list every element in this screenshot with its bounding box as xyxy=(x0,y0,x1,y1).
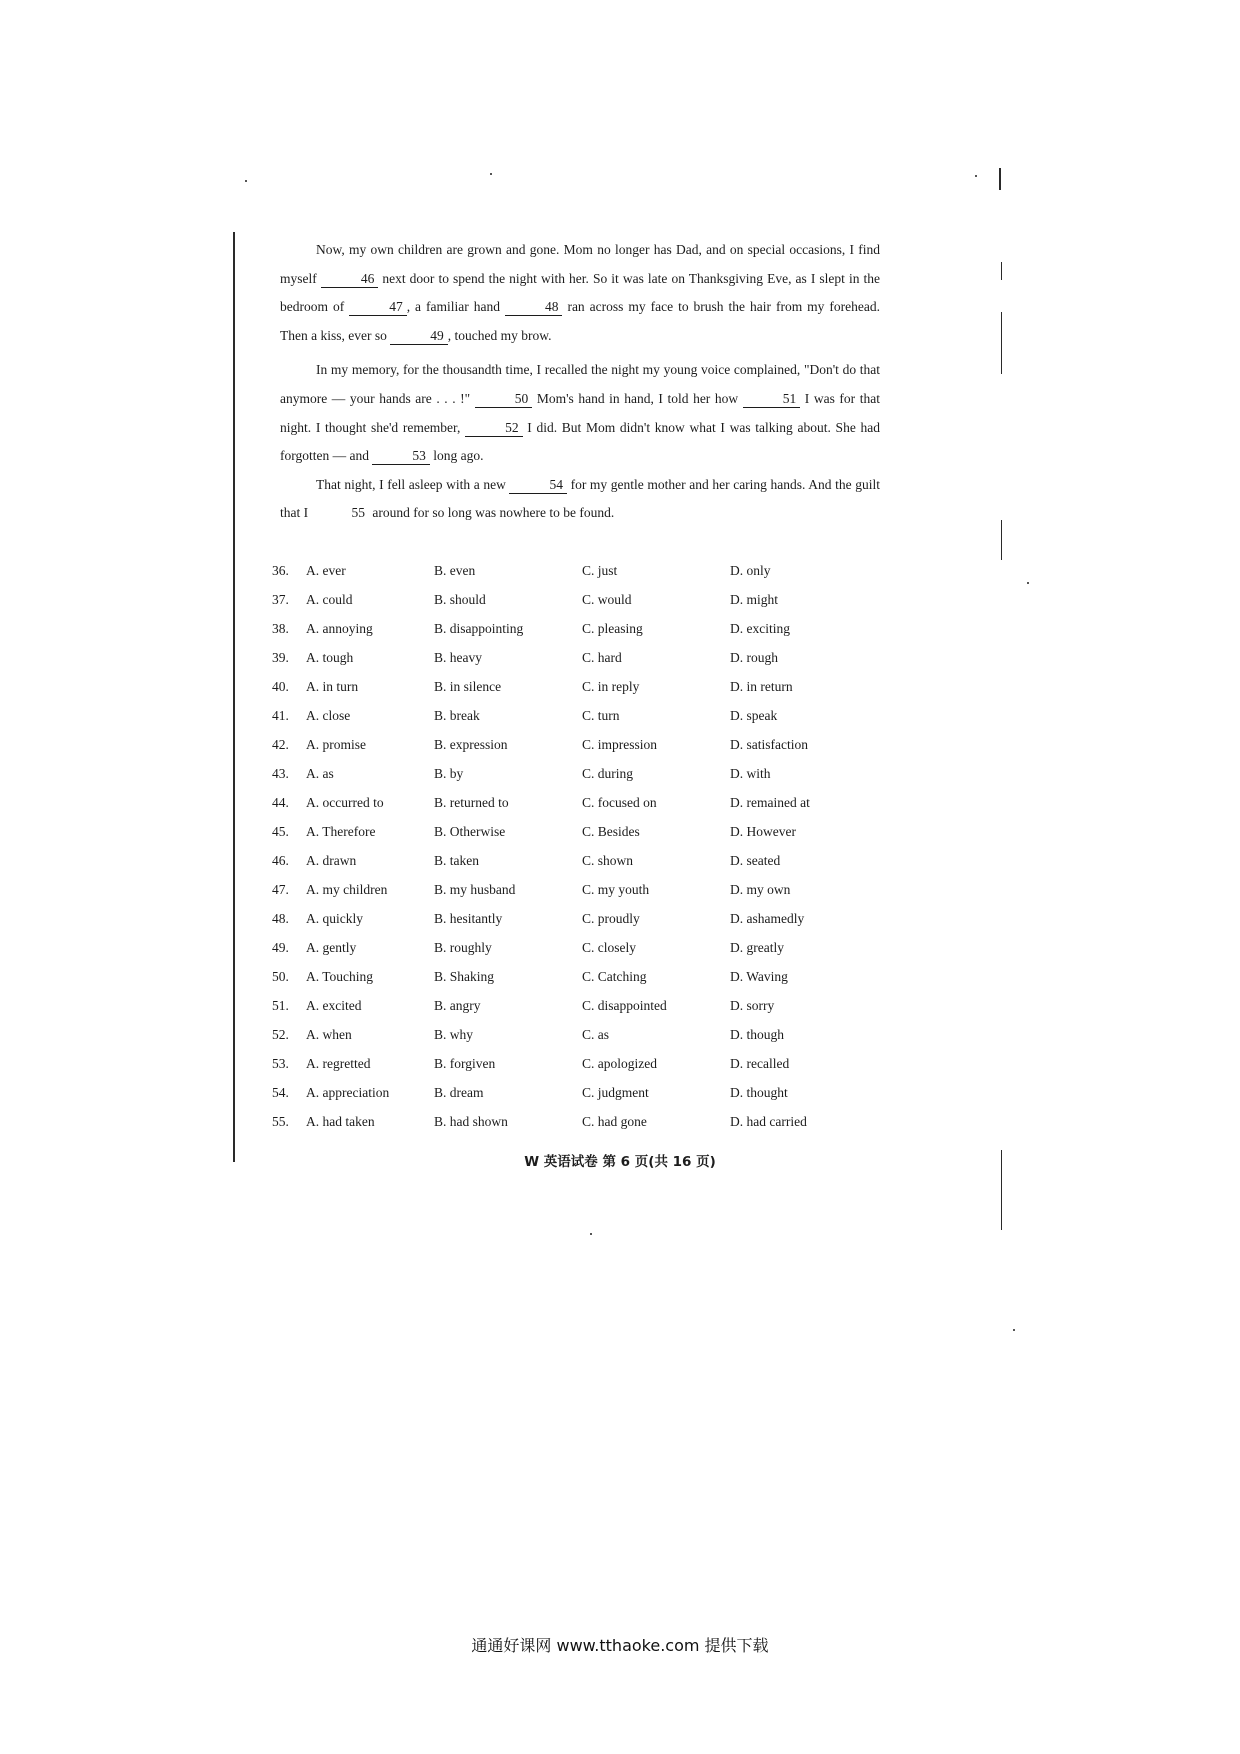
question-row xyxy=(272,730,892,759)
option-b: B. roughly xyxy=(434,939,492,955)
left-margin-line xyxy=(233,232,235,1162)
option-c: C. Besides xyxy=(582,823,640,839)
option-d: D. rough xyxy=(730,649,778,665)
option-b: B. break xyxy=(434,707,480,723)
option-c: C. had gone xyxy=(582,1113,647,1129)
page-footer: W 英语试卷 第 6 页(共 16 页) xyxy=(524,1154,716,1170)
scan-speck xyxy=(1013,1329,1015,1331)
question-number: 46. xyxy=(272,852,289,868)
question-row xyxy=(272,643,892,672)
option-a: A. appreciation xyxy=(306,1084,390,1100)
option-a: A. in turn xyxy=(306,678,359,694)
option-b: B. had shown xyxy=(434,1113,508,1129)
option-a: A. my children xyxy=(306,881,388,897)
option-b: B. expression xyxy=(434,736,508,752)
option-c: C. impression xyxy=(582,736,658,752)
option-d: D. seated xyxy=(730,852,781,868)
scan-speck xyxy=(245,180,247,182)
blank-49: 49 xyxy=(390,328,448,345)
passage-text: next door to spend the night with her. So it was late on Thanksgiving Eve, as I slept in the bedroom of xyxy=(280,270,880,315)
question-row xyxy=(272,1107,892,1136)
blank-52: 52 xyxy=(465,420,523,437)
passage-text: , a familiar hand xyxy=(406,299,505,315)
blank-54: 54 xyxy=(509,477,567,494)
option-c: C. proudly xyxy=(582,910,640,926)
blank-46: 46 xyxy=(321,271,379,288)
option-d: D. Waving xyxy=(730,968,788,984)
option-a: A. gently xyxy=(306,939,357,955)
passage-paragraph xyxy=(280,471,880,528)
option-b: B. should xyxy=(434,591,486,607)
question-number: 43. xyxy=(272,765,289,781)
right-edge-mark-2 xyxy=(1001,312,1002,374)
option-c: C. during xyxy=(582,765,634,781)
question-number: 47. xyxy=(272,881,289,897)
right-edge-mark-3 xyxy=(1001,520,1002,560)
question-row xyxy=(272,991,892,1020)
option-c: C. turn xyxy=(582,707,620,723)
passage-text: That night, I fell asleep with a new xyxy=(316,476,510,492)
option-d: D. speak xyxy=(730,707,778,723)
question-number: 55. xyxy=(272,1113,289,1129)
option-d: D. recalled xyxy=(730,1055,790,1071)
question-row xyxy=(272,1020,892,1049)
option-b: B. why xyxy=(434,1026,474,1042)
cloze-passage xyxy=(280,236,880,528)
option-c: C. hard xyxy=(582,649,622,665)
option-a: A. could xyxy=(306,591,353,607)
question-number: 49. xyxy=(272,939,289,955)
scan-speck xyxy=(590,1233,592,1235)
blank-47: 47 xyxy=(349,299,407,316)
option-a: A. Touching xyxy=(306,968,374,984)
question-number: 50. xyxy=(272,968,289,984)
question-number: 37. xyxy=(272,591,289,607)
question-number: 45. xyxy=(272,823,289,839)
question-row xyxy=(272,817,892,846)
option-b: B. even xyxy=(434,562,476,578)
option-d: D. greatly xyxy=(730,939,784,955)
option-b: B. angry xyxy=(434,997,481,1013)
right-edge-mark-top xyxy=(999,168,1001,190)
option-c: C. pleasing xyxy=(582,620,643,636)
option-c: C. shown xyxy=(582,852,634,868)
option-c: C. just xyxy=(582,562,618,578)
question-row xyxy=(272,875,892,904)
blank-48: 48 xyxy=(505,299,563,316)
question-number: 40. xyxy=(272,678,289,694)
question-number: 39. xyxy=(272,649,289,665)
passage-text: In my memory, for the thousandth time, I recalled the night my young voice complained, "Don't do that anymore — your hands are . . . !" xyxy=(280,362,880,406)
scan-speck xyxy=(1027,582,1029,584)
option-b: B. by xyxy=(434,765,464,781)
option-d: D. only xyxy=(730,562,771,578)
download-note: 通通好课网 www.tthaoke.com 提供下载 xyxy=(471,1636,769,1655)
option-a: A. occurred to xyxy=(306,794,384,810)
question-number: 51. xyxy=(272,997,289,1013)
question-row xyxy=(272,701,892,730)
option-d: D. thought xyxy=(730,1084,788,1100)
option-b: B. heavy xyxy=(434,649,482,665)
passage-paragraph xyxy=(280,236,880,350)
passage-text: I did. But Mom didn't know what I was talking about. She had forgotten — and xyxy=(280,419,880,464)
question-row xyxy=(272,933,892,962)
passage-text: Now, my own children are grown and gone. Mom no longer has Dad, and on special occasions, I find myself xyxy=(280,242,880,286)
option-b: B. Otherwise xyxy=(434,823,506,839)
question-number: 41. xyxy=(272,707,289,723)
option-b: B. disappointing xyxy=(434,620,524,636)
blank-50: 50 xyxy=(475,391,533,408)
option-a: A. Therefore xyxy=(306,823,376,839)
question-row xyxy=(272,1049,892,1078)
question-row xyxy=(272,556,892,585)
option-d: D. However xyxy=(730,823,796,839)
blank-55: 55 xyxy=(351,505,365,521)
passage-text: , touched my brow. xyxy=(447,327,552,343)
passage-text: ran across my face to brush the hair from my forehead. Then a kiss, ever so xyxy=(280,299,881,343)
option-a: A. promise xyxy=(306,736,366,752)
option-a: A. drawn xyxy=(306,852,357,868)
question-number: 36. xyxy=(272,562,289,578)
question-number: 42. xyxy=(272,736,289,752)
scan-speck xyxy=(975,175,977,177)
option-a: A. quickly xyxy=(306,910,363,926)
option-d: D. had carried xyxy=(730,1113,807,1129)
option-a: A. regretted xyxy=(306,1055,371,1071)
option-d: D. ashamedly xyxy=(730,910,805,926)
option-c: C. would xyxy=(582,591,632,607)
option-d: D. remained at xyxy=(730,794,810,810)
answer-options-list xyxy=(272,556,892,1136)
option-d: D. my own xyxy=(730,881,791,897)
option-c: C. my youth xyxy=(582,881,650,897)
passage-paragraph xyxy=(280,356,880,470)
question-row xyxy=(272,1078,892,1107)
option-d: D. might xyxy=(730,591,779,607)
question-row xyxy=(272,672,892,701)
question-row xyxy=(272,846,892,875)
question-row xyxy=(272,585,892,614)
passage-text: around for so long was nowhere to be found. xyxy=(369,505,615,521)
blank-51: 51 xyxy=(743,391,801,408)
question-number: 52. xyxy=(272,1026,289,1042)
option-a: A. excited xyxy=(306,997,362,1013)
option-b: B. my husband xyxy=(434,881,516,897)
passage-text: I was for that night. I thought she'd remember, xyxy=(280,390,880,435)
question-number: 44. xyxy=(272,794,289,810)
option-a: A. tough xyxy=(306,649,354,665)
option-d: D. though xyxy=(730,1026,784,1042)
option-a: A. close xyxy=(306,707,351,723)
option-d: D. sorry xyxy=(730,997,775,1013)
question-number: 53. xyxy=(272,1055,289,1071)
passage-text: for my gentle mother and her caring hands. And the guilt that I xyxy=(280,476,880,521)
question-row xyxy=(272,759,892,788)
option-b: B. taken xyxy=(434,852,479,868)
option-a: A. ever xyxy=(306,562,346,578)
option-c: C. as xyxy=(582,1026,609,1042)
option-b: B. returned to xyxy=(434,794,509,810)
option-c: C. judgment xyxy=(582,1084,649,1100)
option-a: A. annoying xyxy=(306,620,373,636)
option-b: B. dream xyxy=(434,1084,484,1100)
option-c: C. Catching xyxy=(582,968,647,984)
option-c: C. disappointed xyxy=(582,997,667,1013)
question-row xyxy=(272,614,892,643)
option-a: A. when xyxy=(306,1026,352,1042)
question-row xyxy=(272,904,892,933)
question-row xyxy=(272,788,892,817)
option-b: B. hesitantly xyxy=(434,910,503,926)
option-b: B. in silence xyxy=(434,678,502,694)
option-c: C. apologized xyxy=(582,1055,657,1071)
option-a: A. had taken xyxy=(306,1113,375,1129)
option-c: C. closely xyxy=(582,939,636,955)
option-c: C. in reply xyxy=(582,678,640,694)
option-d: D. exciting xyxy=(730,620,790,636)
scan-speck xyxy=(490,173,492,175)
option-b: B. Shaking xyxy=(434,968,495,984)
option-d: D. satisfaction xyxy=(730,736,808,752)
passage-text: long ago. xyxy=(429,448,484,464)
blank-53: 53 xyxy=(372,448,430,465)
passage-text: Mom's hand in hand, I told her how xyxy=(532,390,743,406)
question-number: 38. xyxy=(272,620,289,636)
option-d: D. in return xyxy=(730,678,793,694)
question-number: 54. xyxy=(272,1084,289,1100)
option-d: D. with xyxy=(730,765,771,781)
question-row xyxy=(272,962,892,991)
option-c: C. focused on xyxy=(582,794,657,810)
question-number: 48. xyxy=(272,910,289,926)
right-edge-mark-1 xyxy=(1001,262,1002,280)
option-a: A. as xyxy=(306,765,334,781)
option-b: B. forgiven xyxy=(434,1055,496,1071)
